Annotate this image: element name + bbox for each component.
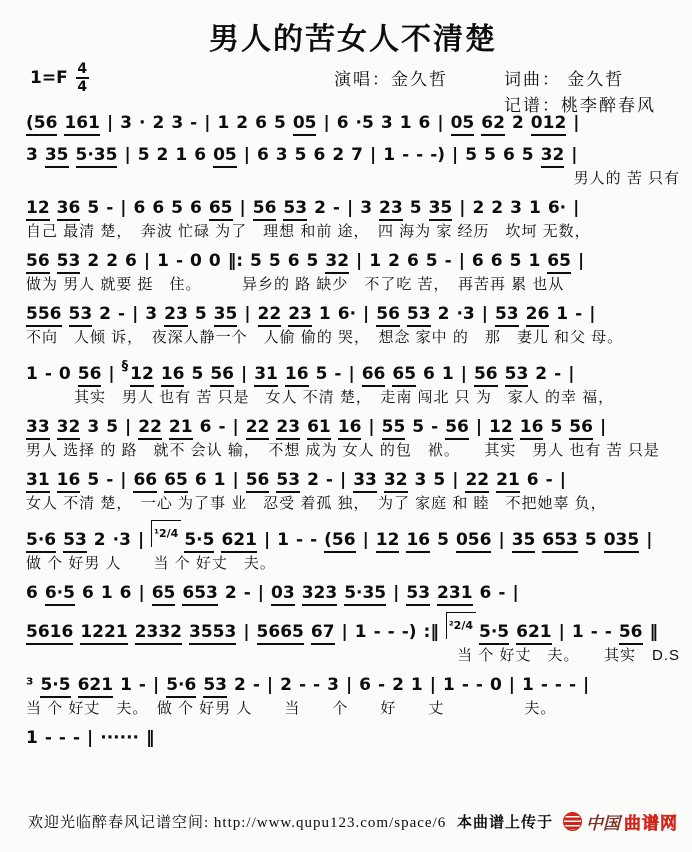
notation-line: 12 36 5 - | 6 6 5 6 65 | 56 53 2 - | 3 23 5 35 | 2 2 3 1 6· | bbox=[26, 195, 680, 221]
score-system bbox=[26, 672, 680, 719]
score-header bbox=[26, 10, 680, 115]
performer-credit: 演唱：金久哲 bbox=[334, 70, 448, 89]
upload-credit-label: 本曲谱上传于 bbox=[456, 814, 553, 831]
time-signature-denominator: 4 bbox=[77, 78, 88, 95]
score-system bbox=[26, 414, 680, 461]
notation-line: 1 - 0 56 | § 12 16 5 56 | 31 16 5 - | 66 65 6 1 | 56 53 2 - | bbox=[26, 354, 680, 387]
notation-line: 1 - - - | ······ ‖ bbox=[26, 728, 155, 748]
notation-line: 5·6 53 2 ·3 | ¹2/4 5·5 621 | 1 - - (56 | 12 16 5 056 | 35 653 5 035 | bbox=[26, 520, 680, 553]
score-system bbox=[26, 520, 680, 574]
page-footer bbox=[26, 803, 680, 844]
lyrics-line: 不向 人倾 诉， 夜深人静一个 人偷 偷的 哭， 想念 家中 的 那 妻儿 和父 母。 bbox=[26, 329, 624, 346]
time-signature-numerator: 4 bbox=[77, 61, 88, 77]
score-system bbox=[26, 354, 680, 408]
notation-line: 556 53 2 - | 3 23 5 35 | 22 23 1 6· | 56 53 2 ·3 | 53 26 1 - | bbox=[26, 301, 680, 327]
lyrics-line: 男人的 苦 只有 bbox=[573, 170, 680, 187]
notation-line: 31 16 5 - | 66 65 6 1 | 56 53 2 - | 33 32 3 5 | 22 21 6 - | bbox=[26, 467, 680, 493]
song-title: 男人的苦女人不清楚 bbox=[209, 23, 497, 56]
notation-line: 3 35 5·35 | 5 2 1 6 05 | 6 3 5 6 2 7 | 1 - - -) | 5 5 6 5 32 | bbox=[26, 142, 680, 168]
score-system bbox=[26, 580, 680, 606]
qupu-site-logo-icon bbox=[563, 812, 582, 831]
upload-credit bbox=[457, 809, 678, 834]
notation-line: ³ 5·5 621 1 - | 5·6 53 2 - | 2 - - 3 | 6 - 2 1 | 1 - - 0 | 1 - - - | bbox=[26, 672, 680, 698]
key-signature: 1=F bbox=[30, 67, 68, 88]
key-time-signature bbox=[30, 62, 89, 94]
score-system bbox=[26, 725, 680, 751]
score-system bbox=[26, 301, 680, 348]
lyrics-line: 自己 最清 楚， 奔波 忙碌 为了 理想 和前 途， 四 海为 家 经历 坎坷 无数， bbox=[26, 223, 591, 240]
notation-line: 6 6·5 6 1 6 | 65 653 2 - | 03 323 5·35 | 53 231 6 - | bbox=[26, 580, 680, 606]
notation-line: 33 32 3 5 | 22 21 6 - | 22 23 61 16 | 55 5 - 56 | 12 16 5 56 | bbox=[26, 414, 680, 440]
lyrics-line: 其实 男人 也有 苦 只是 女人 不清 楚， 走南 闯北 只 为 家人 的幸 福， bbox=[26, 389, 615, 406]
time-signature bbox=[76, 62, 89, 94]
composer-credit: 词曲： 金久哲 bbox=[504, 70, 625, 89]
score-system bbox=[26, 612, 680, 666]
notation-line: 5616 1221 2332 3553 | 5665 67 | 1 - - -) :‖ ²2/4 5·5 621 | 1 - - 56 ‖ bbox=[26, 612, 680, 645]
notation-line: (56 161 | 3 · 2 3 - | 1 2 6 5 05 | 6 ·5 3 1 6 | 05 62 2 012 | bbox=[26, 110, 680, 136]
lyrics-line: 做为 男人 就要 挺 住。 异乡的 路 缺少 不了吃 苦， 再苦再 累 也从 bbox=[26, 276, 565, 293]
lyrics-line: 男人 选择 的 路 就不 会认 输， 不想 成为 女人 的包 袱。 其实 男人 也有 苦 只是 bbox=[26, 442, 660, 459]
footer-note: 欢迎光临醉春风记谱空间: http://www.qupu123.com/space/6 bbox=[28, 815, 447, 831]
score-system bbox=[26, 142, 680, 189]
notation-line: 56 53 2 2 6 | 1 - 0 0 ‖: 5 5 6 5 32 | 1 2 6 5 - | 6 6 5 1 65 | bbox=[26, 248, 680, 274]
site-brand-cn: 中国 bbox=[586, 814, 620, 833]
lyrics-line: 当 个 好丈 夫。 做 个 好男 人 当 个 好 丈 夫。 bbox=[26, 700, 557, 717]
score-system bbox=[26, 195, 680, 242]
transcriber-credit: 记谱：桃李醉春风 bbox=[504, 96, 656, 115]
score bbox=[26, 110, 680, 803]
lyrics-line: 女人 不清 楚， 一心 为了事 业 忍受 着孤 独， 为了 家庭 和 睦 不把她辜 负， bbox=[26, 495, 607, 512]
score-system bbox=[26, 248, 680, 295]
lyrics-line: 当 个 好丈 夫。 其实 D.S bbox=[457, 647, 680, 664]
score-system bbox=[26, 467, 680, 514]
lyrics-line: 做 个 好男 人 当 个 好丈 夫。 bbox=[26, 555, 276, 572]
site-brand-name: 曲谱网 bbox=[624, 814, 678, 833]
